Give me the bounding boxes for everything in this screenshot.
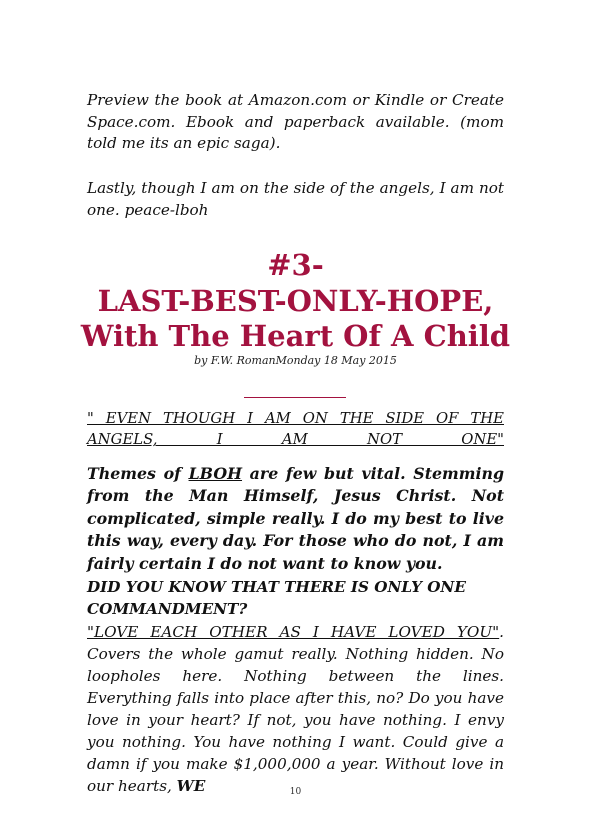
title-number: #3-: [267, 248, 324, 282]
love-body: . Covers the whole gamut really. Nothing hidden. No loopholes here. Nothing between the lines. Everything falls into place after this, no? Do you have love in your heart? If not, you have nothing. I envy you nothing. You have nothing I want. Could give a damn if you make $1,000,000 a year. Without love in our hearts,: [87, 623, 504, 795]
byline: by F.W. RomanMonday 18 May 2015: [194, 354, 397, 367]
themes-paragraph: [87, 463, 504, 575]
love-emphasis: WE: [176, 777, 206, 795]
love-paragraph: [87, 621, 504, 797]
lboh-acronym: LBOH: [188, 464, 243, 483]
title-line-1: LAST-BEST-ONLY-HOPE,: [97, 284, 494, 318]
preview-paragraph: Preview the book at Amazon.com or Kindle or Create Space.com. Ebook and paperback available. (mom told me its an epic saga).: [87, 91, 504, 152]
page-number: 10: [289, 787, 302, 797]
epigraph-quote: " EVEN THOUGH I AM ON THE SIDE OF THE ANGELS, I AM NOT ONE": [87, 410, 504, 448]
title-line-2: With The Heart Of A Child: [80, 319, 511, 353]
section-divider: [244, 397, 346, 398]
commandment-question: DID YOU KNOW THAT THERE IS ONLY ONE COMMANDMENT?: [87, 578, 466, 618]
commandment-quote: "LOVE EACH OTHER AS I HAVE LOVED YOU": [87, 623, 500, 641]
themes-body: are few but vital. Stemming from the Man Himself, Jesus Christ. Not complicated, simple really. I do my best to live this way, every day. For those who do not, I am fairly certain I do not want to know you.: [87, 464, 505, 573]
themes-lead: Themes of: [87, 464, 189, 483]
lastly-paragraph: Lastly, though I am on the side of the angels, I am not one. peace-lboh: [87, 179, 504, 219]
